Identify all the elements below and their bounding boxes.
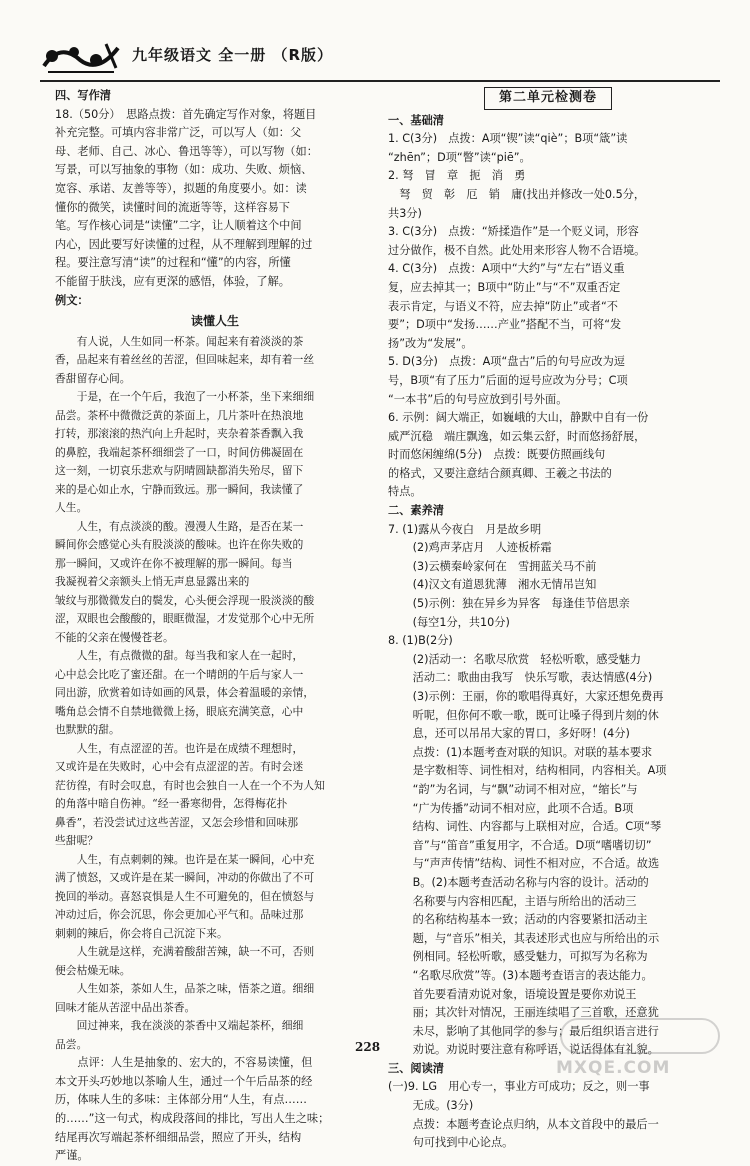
- answer-line: (5)示例：独在异乡为异客 每逢佳节倍思亲: [412, 597, 630, 611]
- tip-line: 与“声声传情”结构、词性不相对应，不合适。故选: [412, 857, 660, 871]
- essay-line: 品尝。: [55, 1037, 88, 1051]
- answer-line: (一)9. LG 用心专一，事业方可成功；反之，则一事: [388, 1080, 650, 1094]
- essay-line: 茫彷徨，有时会叹息，有时也会独自一人在一个不为人知: [55, 778, 325, 792]
- q18-line: 母、老师、自己、冰心、鲁迅等等），可以写物（如：: [55, 144, 318, 158]
- essay-line: 也默默的甜。: [55, 723, 120, 737]
- answer-line: (3)示例：王丽，你的歌唱得真好，大家还想免费再: [412, 690, 664, 703]
- essay-line: 人生就是这样，充满着酸甜苦辣，缺一不可，否则: [55, 945, 315, 959]
- header-divider: [40, 80, 720, 82]
- answer-line: 扬”改为“发展”。: [388, 336, 473, 350]
- essay-line: 满了愤怒，又或许是在某一瞬间，冲动的你做出了不可: [55, 871, 315, 885]
- answer-line: 2. 弩 冒 章 扼 消 勇: [388, 169, 526, 183]
- answer-line: 活动二：歌曲由我写 快乐写歌，表达情感(4分): [412, 671, 653, 685]
- comment-line: 本文开头巧妙地以茶喻人生，通过一个午后品茶的经: [55, 1074, 313, 1088]
- q18-line: 写景，可以写抽象的事物（如：成功、失败、烦恼、: [55, 163, 313, 177]
- answer-line: 7. (1)露从今夜白 月是故乡明: [388, 522, 542, 536]
- essay-line: 人生。: [55, 501, 88, 515]
- essay-line: 人生，有点涩涩的苦。也许是在成绩不理想时，: [55, 741, 304, 755]
- q18-line: 补充完整。可填内容非常广泛，可以写人（如：父: [55, 126, 302, 140]
- essay-line: 刺刺的辣后，你会将自己沉淀下来。: [55, 926, 228, 940]
- answer-line: 威严沉稳 端庄飘逸，如云集云舒，时而悠扬舒展，: [388, 429, 646, 443]
- comment-line: 历，体味人生的多味：主体部分用“人生，有点……: [55, 1093, 307, 1107]
- answer-line: 复，应去掉其一；B项中“防止”与“不”双重否定: [388, 280, 621, 294]
- essay-line: 人生如茶，茶如人生，品茶之味，悟茶之道。细细: [55, 982, 315, 996]
- answer-line: 共3分): [388, 206, 422, 220]
- page-header: [40, 38, 720, 78]
- watermark: [556, 1018, 726, 1078]
- answer-line: “zhēn”；D项“瞥”读“piē”。: [388, 150, 531, 164]
- tip-line: “韵”为名词，与“飘”动词不相对应，“缩长”与: [412, 782, 638, 796]
- tip-line: 首先要看清劝说对象，语境设置是要你劝说王: [412, 987, 637, 1001]
- tip-line: 点拨：本题考查论点归纳，从本文首段中的最后一: [412, 1117, 659, 1131]
- answer-line: 4. C(3分) 点拨：A项中“大约”与“左右”语义重: [388, 262, 625, 276]
- watermark-stamp-icon: [560, 1018, 720, 1054]
- book-title: 九年级语文 全一册 （R版）: [132, 46, 333, 64]
- answer-line: (2)鸡声茅店月 人迹板桥霜: [412, 541, 552, 555]
- answer-line: 弩 贸 彰 厄 销 庸(找出并修改一处0.5分，: [388, 187, 646, 201]
- tip-line: 句可找到中心论点。: [412, 1136, 514, 1150]
- essay-line: 些甜呢？: [55, 834, 99, 848]
- page-number: 228: [355, 1040, 381, 1054]
- essay-line: 涩，双眼也会酸酸的，眼眶微湿，才发觉那个心中无所: [55, 612, 315, 626]
- left-column: [55, 87, 375, 1166]
- q18-line: 不能留于肤浅，应有更深的感悟，体验，了解。: [55, 274, 290, 288]
- answer-line: 的格式，又要注意结合颜真卿、王羲之书法的: [388, 466, 612, 480]
- essay-line: 来的是心如止水，宁静而致远。那一瞬间，我读懂了: [55, 482, 304, 496]
- q18-line: 宽容、承诺、友善等等），拟题的角度要小。如：读: [55, 181, 307, 195]
- essay-line: 鼻香”，若没尝试过这些苦涩，又怎会珍惜和回味那: [55, 815, 299, 829]
- answer-line: 听呢，但你何不歌一歌，既可让嗓子得到片刻的休: [412, 708, 659, 722]
- answer-line: (3)云横秦岭家何在 雪拥蓝关马不前: [412, 559, 597, 573]
- section-heading-writing: 四、写作清: [55, 89, 111, 102]
- essay-line: 瞬间你会感觉心头有股淡淡的酸味。也许在你失败的: [55, 538, 304, 552]
- tip-line: 例相同。轻松听歌，感受魅力，可拟写为名称为: [412, 950, 648, 964]
- unit-test-title: 第二单元检测卷: [484, 87, 612, 110]
- essay-line: 回味才能从苦涩中品出茶香。: [55, 1000, 196, 1014]
- q18-line: 懂你的微笑，读懂时间的流逝等等，这样容易下: [55, 200, 290, 214]
- tip-line: “广为传播”动词不相对应，此项不合适。B项: [412, 801, 634, 815]
- answer-line: 号，B项“有了压力”后面的逗号应改为分号；C项: [388, 373, 628, 387]
- series-logo-icon: [40, 38, 122, 76]
- q18-line: 18.（50分） 思路点拨：首先确定写作对象，将题目: [55, 107, 317, 121]
- q18-line: 内心，因此要写好读懂的过程，从不理解到理解的过: [55, 237, 313, 251]
- answer-line: 无成。(3分): [412, 1099, 474, 1113]
- tip-line: 丽；其次针对情况，王丽连续唱了三首歌，还意犹: [412, 1006, 659, 1020]
- tip-line: 音”与“笛音”重复用字，不合适。D项“嗜嗜切切”: [412, 838, 652, 852]
- essay-line: 品尝。茶杯中微微泛黄的茶面上，几片茶叶在热浪地: [55, 408, 304, 422]
- tip-line: 点拨：(1)本题考查对联的知识。对联的基本要求: [412, 745, 653, 759]
- example-label: 例文：: [55, 293, 89, 307]
- answer-line: (每空1分，共10分): [412, 615, 510, 629]
- answer-line: 过分做作，极不自然。此处用来形容人物不合语境。: [388, 243, 646, 257]
- tip-line: 的名称结构基本一致；活动的内容要紧扣活动主: [412, 913, 648, 927]
- answer-line: 3. C(3分) 点拨：“矫揉造作”是一个贬义词，形容: [388, 225, 639, 239]
- essay-line: 人生，有点微微的甜。每当我和家人在一起时，: [55, 649, 304, 663]
- essay-line: 我凝视着父亲额头上悄无声息显露出来的: [55, 575, 250, 589]
- essay-line: 那一瞬间，又或许在你不被理解的那一瞬间。每当: [55, 556, 293, 570]
- tip-line: 是字数相等、词性相对，结构相同，内容相关。A项: [412, 764, 667, 778]
- essay-body: [55, 333, 375, 1055]
- essay-line: 的鼻腔，我端起茶杯细细尝了一口，时间仿佛凝固在: [55, 445, 304, 459]
- essay-line: 的角落中暗自伤神。“经一番寒彻骨，怎得梅花扑: [55, 797, 288, 811]
- essay-line: 有人说，人生如同一杯茶。闻起来有着淡淡的茶: [55, 334, 304, 348]
- tip-line: “名歌尽欣赏”等。(3)本题考查语言的表达能力。: [412, 968, 653, 982]
- essay-line: 又或许是在失败时，心中会有点涩涩的苦。有时会迷: [55, 760, 304, 774]
- comment-line: 严谨。: [55, 1149, 89, 1163]
- essay-line: 这一刻，一切哀乐悲欢与阴晴圆缺都消失殆尽，留下: [55, 464, 304, 478]
- tip-line: 题，与“音乐”相关，其表述形式也应与所给出的示: [412, 931, 660, 945]
- essay-line: 回过神来，我在淡淡的茶香中又端起茶杯，细细: [55, 1019, 304, 1033]
- section-heading-literacy: 二、素养清: [388, 504, 444, 518]
- comment-line: 结尾再次写端起茶杯细细品尝，照应了开头，结构: [55, 1130, 302, 1144]
- answer-line: 特点。: [388, 485, 422, 499]
- essay-line: 同出游，欣赏着如诗如画的风景，体会着温暖的亲情，: [55, 686, 315, 700]
- comment-line: 的……”这一句式，构成段落间的排比，写出人生之味；: [55, 1112, 330, 1125]
- answer-line: “一本书”后的句号应放到引号外面。: [388, 392, 568, 406]
- essay-line: 香，品起来有着丝丝的苦涩，但回味起来，却有着一丝: [55, 353, 315, 367]
- essay-line: 人生，有点刺刺的辣。也许是在某一瞬间，心中充: [55, 852, 315, 866]
- essay-line: 嘴角总会情不自禁地微微上扬，眼底充满笑意，心中: [55, 704, 304, 718]
- essay-line: 冲动过后，你会沉思，你会更加心平气和。品味过那: [55, 908, 304, 922]
- answer-line: 5. D(3分) 点拨：A项“盘古”后的句号应改为逗: [388, 355, 625, 369]
- essay-line: 于是，在一个午后，我泡了一小杯茶，坐下来细细: [55, 390, 315, 404]
- tip-line: 结构、词性、内容都与上联相对应，合适。C项“琴: [412, 820, 662, 834]
- answer-line: 6. 示例：阔大端正，如巍峨的大山，静默中自有一份: [388, 411, 649, 425]
- right-column: [388, 87, 708, 1153]
- answer-line: (4)汉文有道恩犹薄 湘水无情吊岂知: [412, 578, 597, 592]
- essay-line: 打转，那滚滚的热汽向上升起时，夹杂着茶香飘入我: [55, 427, 304, 441]
- section-heading-basic: 一、基础清: [388, 113, 444, 127]
- answer-line: 息，还可以吊吊大家的胃口，多好呀！(4分): [412, 727, 630, 741]
- tip-line: B。(2)本题考查活动名称与内容的设计。活动的: [412, 875, 649, 889]
- section-heading-reading: 三、阅读清: [388, 1061, 444, 1075]
- q18-line: 笔。写作核心词是“读懂”二字，让人顺着这个中间: [55, 219, 302, 233]
- answer-line: 1. C(3分) 点拨：A项“锲”读“qiè”；B项“箴”读: [388, 132, 628, 146]
- answer-line: 要”；D项中“发扬……产业”搭配不当，可将“发: [388, 318, 622, 332]
- answer-line: (2)活动一：名歌尽欣赏 轻松听歌，感受魅力: [412, 652, 642, 666]
- essay-line: 人生，有点淡淡的酸。漫漫人生路，是否在某一: [55, 519, 304, 533]
- comment-line: 点评：人生是抽象的、宏大的，不容易读懂，但: [55, 1056, 313, 1070]
- answer-line: 时而悠闲缠绵(5分) 点拨：既要仿照画线句: [388, 448, 606, 462]
- answer-line: 表示肯定，与语义不符，应去掉“防止”或者“不: [388, 299, 618, 313]
- essay-line: 香甜留存心间。: [55, 371, 131, 385]
- essay-line: 便会枯燥无味。: [55, 963, 131, 977]
- tip-line: 名称要与内容相匹配，主语与所给出的活动三: [412, 894, 637, 908]
- essay-line: 皱纹与那微微发白的鬓发，心头便会浮现一股淡淡的酸: [55, 593, 315, 607]
- essay-line: 挽回的举动。喜怒哀惧是人生不可避免的，但在愤怒与: [55, 889, 315, 903]
- q18-line: 程。要注意写清“读”的过程和“懂”的内容，所懂: [55, 256, 291, 270]
- tip-line: 未尽，影响了其他同学的参与；最后组织语言进行: [412, 1024, 659, 1038]
- essay-line: 心中总会比吃了蜜还甜。在一个晴朗的午后与家人一: [55, 667, 304, 681]
- watermark-text: MXQE.COM: [556, 1058, 671, 1078]
- essay-line: 不能的父亲在慢慢苍老。: [55, 630, 174, 644]
- essay-title: 读懂人生: [190, 314, 239, 329]
- answer-line: 8. (1)B(2分): [388, 634, 453, 648]
- tip-line: 劝说。劝说时要注意有称呼语，说话得体有礼貌。: [412, 1043, 659, 1057]
